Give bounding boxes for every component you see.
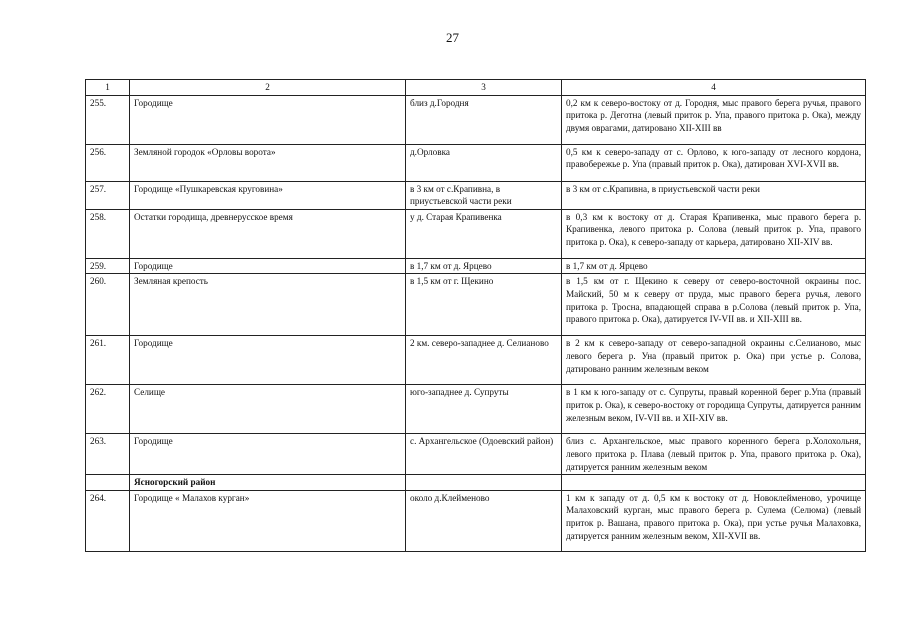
monument-name: Земляная крепость xyxy=(130,274,406,336)
table-row xyxy=(86,385,866,434)
monument-description: в 2 км к северо-западу от северо-западной окраины с.Селиановo, мыс левого берега р. Уна (правый приток р. Ока) при устье р. Солова, датировано ранним железным веком xyxy=(562,336,866,385)
monuments-table xyxy=(85,79,866,552)
monument-description: в 1 км к юго-западу от с. Супруты, правый коренной берег р.Упа (правый приток р. Ока), к северо-востоку от городища Супруты, датируется ранним железным веком, IV-VII вв. и XII-XIV вв. xyxy=(562,385,866,434)
column-header: 4 xyxy=(562,80,866,96)
monument-location: около д.Клейменово xyxy=(406,490,562,551)
row-number: 260. xyxy=(86,274,130,336)
monument-description: 1 км к западу от д. 0,5 км к востоку от д. Новоклейменово, урочище Малаховский курган, мыс правого берега р. Сулема (Селюма) (левый приток р. Вашана, правого притока р. Ока), при устье ручья Малаховка, датируется ранним железным веком, XII-XVII вв. xyxy=(562,490,866,551)
monument-name: Городище xyxy=(130,336,406,385)
district-header-row xyxy=(86,475,866,491)
monument-location: в 1,7 км от д. Ярцево xyxy=(406,258,562,274)
monument-name: Городище « Малахов курган» xyxy=(130,490,406,551)
monument-name: Селище xyxy=(130,385,406,434)
monument-description: в 0,3 км к востоку от д. Старая Крапивенка, мыс правого берега р. Крапивенка, левого притока р. Солова (левый приток р. Упа, правого притока р. Ока), к северо-западу от карьера, датировано XII-XIV вв. xyxy=(562,209,866,258)
table-row xyxy=(86,209,866,258)
monument-name: Городище «Пушкаревская круговина» xyxy=(130,181,406,209)
table-row xyxy=(86,258,866,274)
table-row xyxy=(86,144,866,181)
monument-location: 2 км. северо-западнее д. Селиановo xyxy=(406,336,562,385)
monument-name: Ясногорский район xyxy=(130,475,406,491)
column-header: 2 xyxy=(130,80,406,96)
monument-location xyxy=(406,475,562,491)
row-number: 259. xyxy=(86,258,130,274)
row-number: 262. xyxy=(86,385,130,434)
page-number: 27 xyxy=(446,30,459,45)
monument-description: 0,2 км к северо-востоку от д. Городня, мыс правого берега ручья, правого притока р. Деготна (левый приток р. Упа, правого притока р. Ока), между двумя оврагами, датировано XII-XIII вв xyxy=(562,95,866,144)
row-number: 261. xyxy=(86,336,130,385)
monument-name: Городище xyxy=(130,95,406,144)
monument-location: у д. Старая Крапивенка xyxy=(406,209,562,258)
monument-name: Городище xyxy=(130,258,406,274)
monument-location: с. Архангельское (Одоевский район) xyxy=(406,434,562,475)
row-number: 258. xyxy=(86,209,130,258)
table-row xyxy=(86,274,866,336)
monument-description: в 1,5 км от г. Щекино к северу от северо-восточной окраины пос. Майский, 50 м к северу от пруда, мыс правого берега ручья, левого притока р. Тросна, впадающей справа в р.Солова (левый приток р. Упа, правого притока р. Ока), датируется IV-VII вв. и XII-XIII вв. xyxy=(562,274,866,336)
table-row xyxy=(86,434,866,475)
row-number: 264. xyxy=(86,490,130,551)
column-header: 3 xyxy=(406,80,562,96)
monument-location: в 3 км от с.Крапивна, в приустьевской части реки xyxy=(406,181,562,209)
monument-location: д.Орловка xyxy=(406,144,562,181)
monument-description xyxy=(562,475,866,491)
monument-name: Остатки городища, древнерусское время xyxy=(130,209,406,258)
monument-location: близ д.Городня xyxy=(406,95,562,144)
row-number: 255. xyxy=(86,95,130,144)
table-row xyxy=(86,336,866,385)
monument-description: в 1,7 км от д. Ярцево xyxy=(562,258,866,274)
column-header: 1 xyxy=(86,80,130,96)
table-row xyxy=(86,181,866,209)
row-number: 257. xyxy=(86,181,130,209)
row-number xyxy=(86,475,130,491)
monument-description: близ с. Архангельское, мыс правого коренного берега р.Холохольня, левого притока р. Плава (левый приток р. Упа, правого притока р. Ока), датируется ранним железным веком xyxy=(562,434,866,475)
monument-name: Земляной городок «Орловы ворота» xyxy=(130,144,406,181)
table-row xyxy=(86,490,866,551)
monument-location: юго-западнее д. Супруты xyxy=(406,385,562,434)
monument-description: в 3 км от с.Крапивна, в приустьевской части реки xyxy=(562,181,866,209)
row-number: 263. xyxy=(86,434,130,475)
monument-description: 0,5 км к северо-западу от с. Орлово, к юго-западу от лесного кордона, правобережье р. Упа (правый приток р. Ока), датирован XVI-XVII вв. xyxy=(562,144,866,181)
table-row xyxy=(86,95,866,144)
monument-location: в 1,5 км от г. Щекино xyxy=(406,274,562,336)
column-header-row xyxy=(86,80,866,96)
row-number: 256. xyxy=(86,144,130,181)
monument-name: Городище xyxy=(130,434,406,475)
